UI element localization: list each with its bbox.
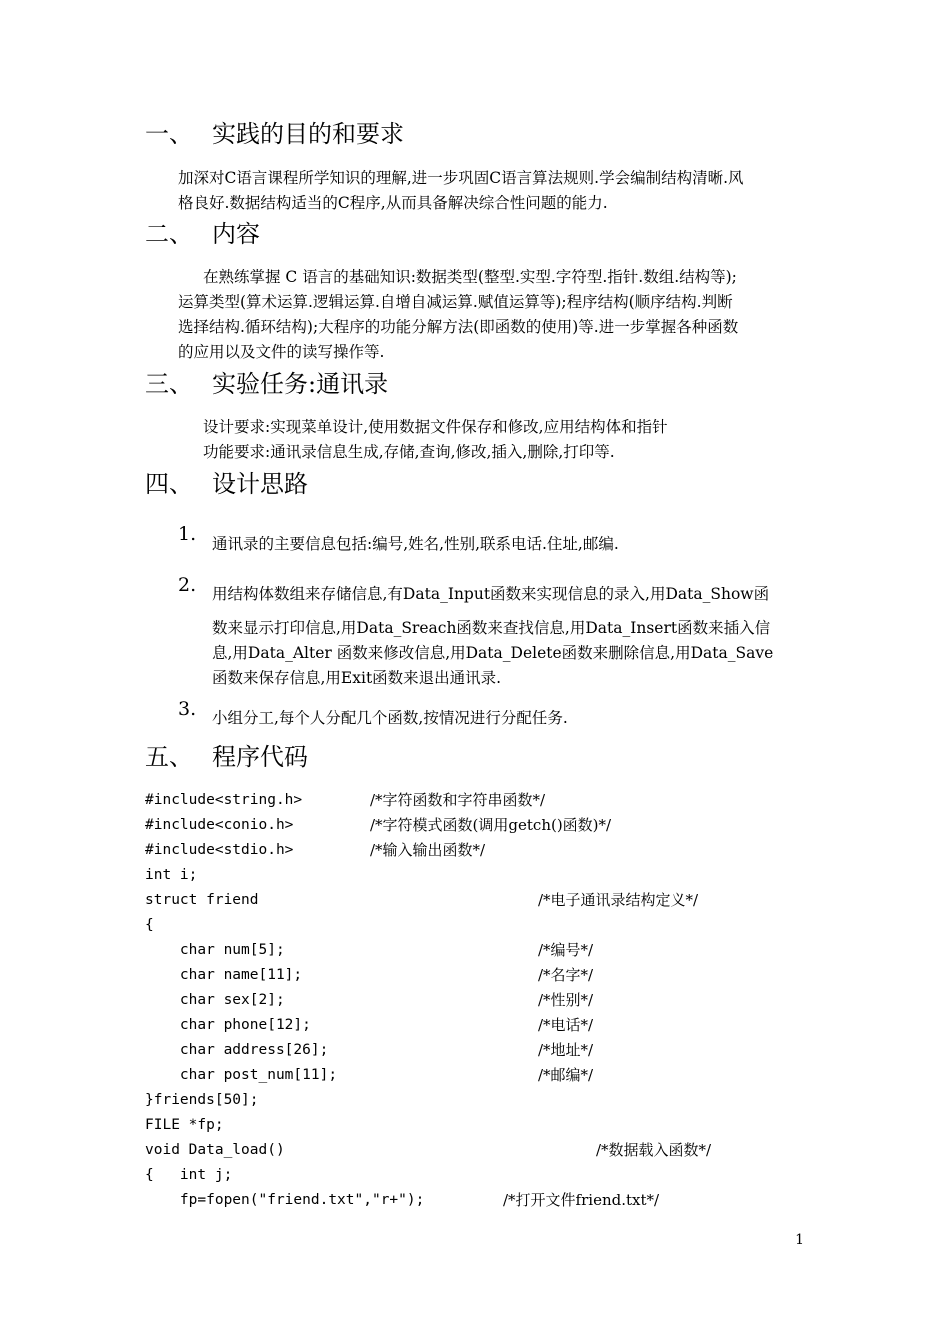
code-comment-9: /*性别*/ (538, 991, 594, 1009)
section-heading-1: 一、 实践的目的和要求 (145, 120, 404, 148)
code-line-13: }friends[50]; (145, 1092, 259, 1108)
code-comment-15: /*数据载入函数*/ (596, 1141, 712, 1159)
list-marker-3: 3. (178, 698, 197, 720)
code-line-9: char sex[2]; (145, 992, 285, 1008)
code-comment-1: /*字符函数和字符串函数*/ (370, 791, 546, 809)
code-line-6: { (145, 917, 154, 933)
code-line-3: #include<stdio.h> (145, 842, 294, 858)
page-number: 1 (795, 1232, 804, 1248)
code-line-1: #include<string.h> (145, 792, 303, 808)
code-comment-8: /*名字*/ (538, 966, 594, 984)
section-heading-5: 五、 程序代码 (145, 743, 308, 771)
code-comment-7: /*编号*/ (538, 941, 594, 959)
section-3-line-1: 设计要求:实现菜单设计,使用数据文件保存和修改,应用结构体和指针 (203, 418, 668, 436)
list-item-2-line-3: 息,用Data_Alter 函数来修改信息,用Data_Delete函数来删除信息,用Data_Save (212, 644, 774, 662)
code-line-2: #include<conio.h> (145, 817, 294, 833)
list-item-2-line-2: 数来显示打印信息,用Data_Sreach函数来查找信息,用Data_Insert函数来插入信 (212, 619, 771, 637)
code-line-11: char address[26]; (145, 1042, 329, 1058)
code-line-5: struct friend (145, 892, 259, 908)
code-line-16: { int j; (145, 1167, 233, 1183)
code-line-17: fp=fopen("friend.txt","r+"); (145, 1192, 425, 1208)
section-1-line-2: 格良好.数据结构适当的C程序,从而具备解决综合性问题的能力. (178, 194, 608, 212)
code-comment-17: /*打开文件friend.txt*/ (503, 1191, 660, 1209)
code-comment-3: /*输入输出函数*/ (370, 841, 486, 859)
code-line-14: FILE *fp; (145, 1117, 224, 1133)
code-comment-12: /*邮编*/ (538, 1066, 594, 1084)
code-line-15: void Data_load() (145, 1142, 285, 1158)
section-1-line-1: 加深对C语言课程所学知识的理解,进一步巩固C语言算法规则.学会编制结构清晰.风 (178, 169, 744, 187)
section-2-line-3: 选择结构.循环结构);大程序的功能分解方法(即函数的使用)等.进一步掌握各种函数 (178, 318, 739, 336)
list-marker-2: 2. (178, 574, 197, 596)
section-2-line-2: 运算类型(算术运算.逻辑运算.自增自减运算.赋值运算等);程序结构(顺序结构.判断 (178, 293, 733, 311)
code-comment-10: /*电话*/ (538, 1016, 594, 1034)
code-line-12: char post_num[11]; (145, 1067, 338, 1083)
list-item-2-line-4: 函数来保存信息,用Exit函数来退出通讯录. (212, 669, 502, 687)
code-line-10: char phone[12]; (145, 1017, 311, 1033)
section-3-line-2: 功能要求:通讯录信息生成,存储,查询,修改,插入,删除,打印等. (203, 443, 615, 461)
code-line-4: int i; (145, 867, 198, 883)
code-line-7: char num[5]; (145, 942, 285, 958)
list-marker-1: 1. (178, 523, 197, 545)
list-item-1-line-1: 通讯录的主要信息包括:编号,姓名,性别,联系电话.住址,邮编. (212, 535, 619, 553)
section-heading-4: 四、 设计思路 (145, 470, 308, 498)
list-item-2-line-1: 用结构体数组来存储信息,有Data_Input函数来实现信息的录入,用Data_Show函 (212, 585, 770, 603)
code-comment-2: /*字符模式函数(调用getch()函数)*/ (370, 816, 612, 834)
list-item-3-line-1: 小组分工,每个人分配几个函数,按情况进行分配任务. (212, 709, 568, 727)
code-comment-5: /*电子通讯录结构定义*/ (538, 891, 699, 909)
section-2-line-4: 的应用以及文件的读写操作等. (178, 343, 385, 361)
code-comment-11: /*地址*/ (538, 1041, 594, 1059)
section-heading-2: 二、 内容 (145, 220, 260, 248)
section-2-line-1: 在熟练掌握 C 语言的基础知识:数据类型(整型.实型.字符型.指针.数组.结构等); (203, 268, 737, 286)
code-line-8: char name[11]; (145, 967, 303, 983)
section-heading-3: 三、 实验任务:通讯录 (145, 370, 389, 398)
